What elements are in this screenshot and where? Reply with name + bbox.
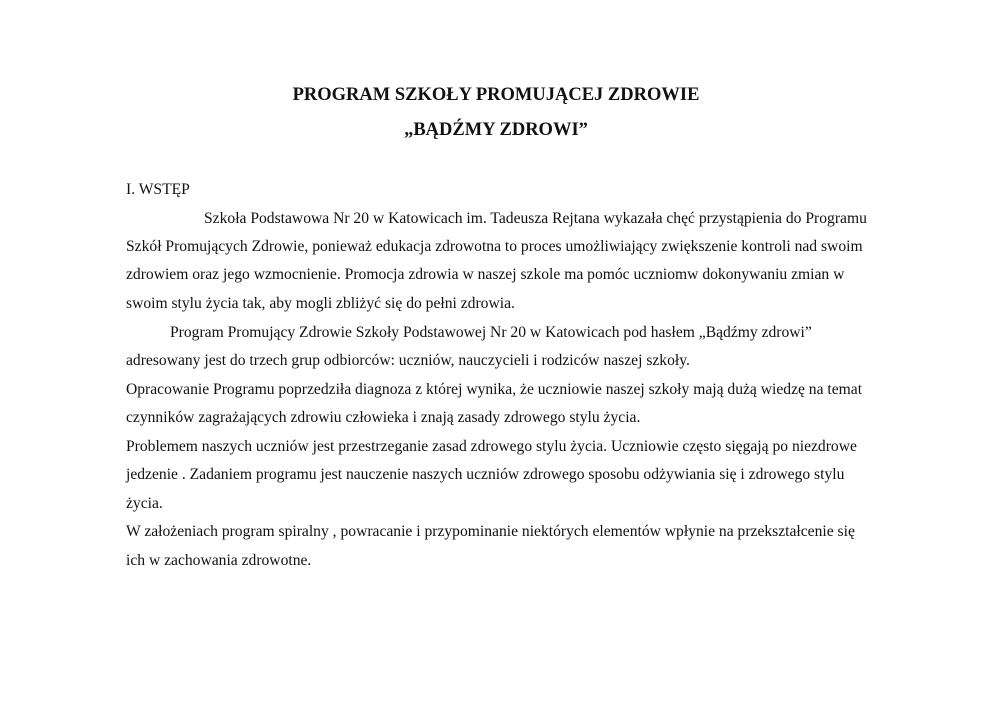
paragraph-line: Opracowanie Programu poprzedziła diagnoza z której wynika, że uczniowie naszej szkoły mają dużą wiedzę na temat <box>126 381 863 398</box>
paragraph-line: adresowany jest do trzech grup odbiorców: uczniów, nauczycieli i rodziców naszej szkoły. <box>126 352 690 369</box>
paragraph-line: Szkoła Podstawowa Nr 20 w Katowicach im. Tadeusza Rejtana wykazała chęć przystąpienia do Programu <box>204 210 867 227</box>
section-heading: I. WSTĘP <box>126 181 190 198</box>
paragraph-line: zdrowiem oraz jego wzmocnienie. Promocja zdrowia w naszej szkole ma pomóc uczniomw dokonywaniu zmian w <box>126 266 845 283</box>
paragraph-line: W założeniach program spiralny , powracanie i przypominanie niektórych elementów wpłynie na przekształcenie się <box>126 523 855 540</box>
paragraph-line: życia. <box>126 495 163 512</box>
document-subtitle: „BĄDŹMY ZDROWI” <box>404 120 588 140</box>
paragraph-line: Program Promujący Zdrowie Szkoły Podstawowej Nr 20 w Katowicach pod hasłem „Bądźmy zdrowi” <box>170 324 812 341</box>
paragraph-line: jedzenie . Zadaniem programu jest nauczenie naszych uczniów zdrowego sposobu odżywiania się i zdrowego stylu <box>126 466 845 483</box>
paragraph-line: czynników zagrażających zdrowiu człowieka i znają zasady zdrowego stylu życia. <box>126 409 641 426</box>
document-title: PROGRAM SZKOŁY PROMUJĄCEJ ZDROWIE <box>292 85 700 105</box>
paragraph-line: ich w zachowania zdrowotne. <box>126 552 312 569</box>
paragraph-line: Problemem naszych uczniów jest przestrzeganie zasad zdrowego stylu życia. Uczniowie często sięgają po niezdrowe <box>126 438 857 455</box>
paragraph-line: Szkół Promujących Zdrowie, ponieważ edukacja zdrowotna to proces umożliwiający zwiększenie kontroli nad swoim <box>126 238 863 255</box>
paragraph-line: swoim stylu życia tak, aby mogli zbliżyć się do pełni zdrowia. <box>126 295 515 312</box>
